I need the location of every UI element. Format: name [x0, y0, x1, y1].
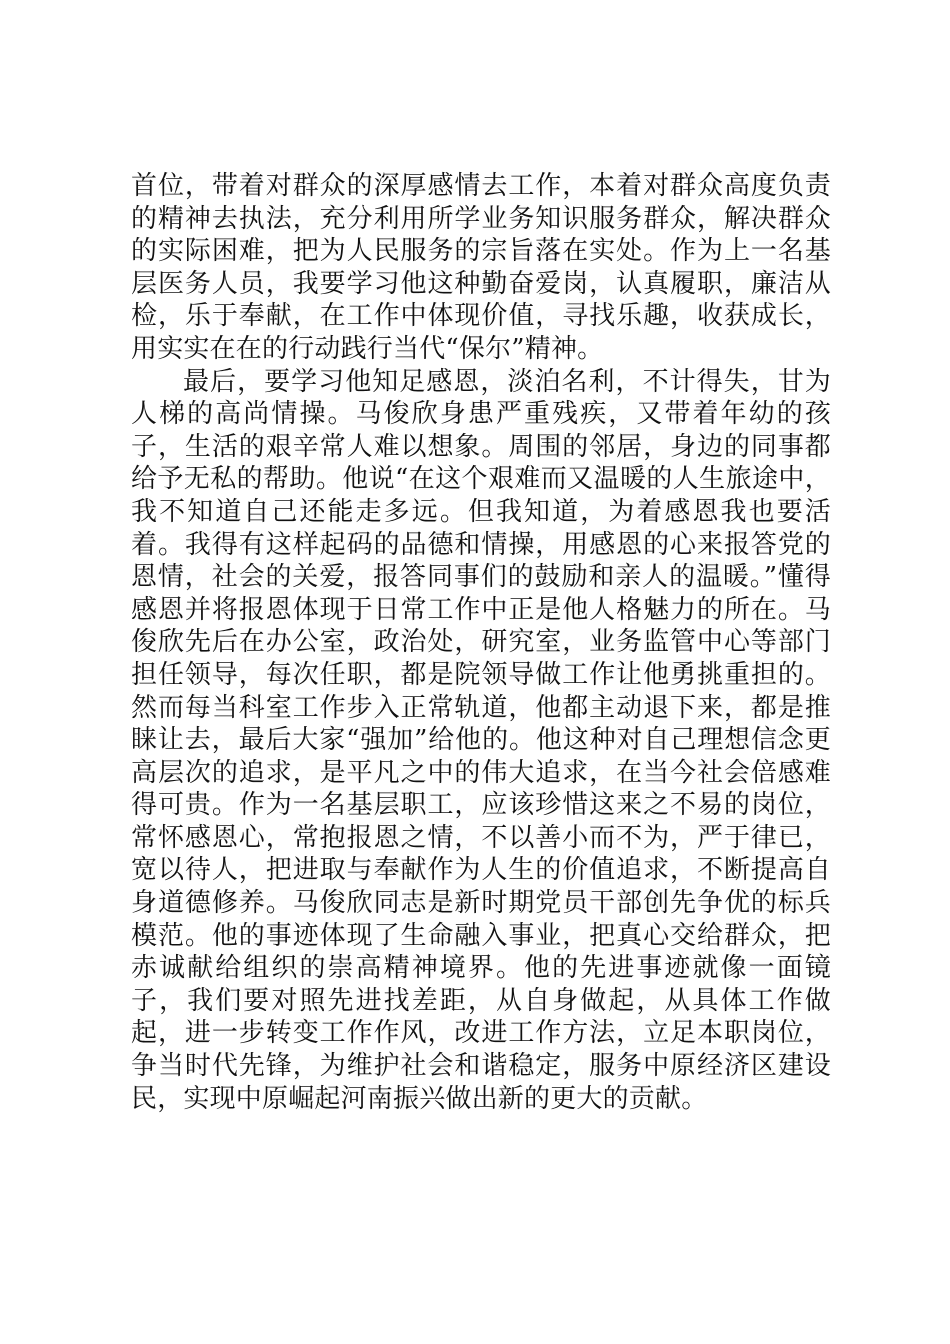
- document-body: [131, 170, 831, 1115]
- paragraph-continuation: 首位，带着对群众的深厚感情去工作，本着对群众高度负责的精神去执法，充分利用所学业务知识服务群众，解决群众的实际困难，把为人民服务的宗旨落在实处。作为上一名基层医务人员，我要学习他这种勤奋爱岗，认真履职，廉洁从检，乐于奉献，在工作中体现价值，寻找乐趣，收获成长，用实实在在的行动践行当代“保尔”精神。: [131, 171, 831, 364]
- paragraph-conclusion: 最后，要学习他知足感恩，淡泊名利，不计得失，甘为人梯的高尚情操。马俊欣身患严重残疾，又带着年幼的孩子，生活的艰辛常人难以想象。周围的邻居，身边的同事都给予无私的帮助。他说“在这个艰难而又温暖的人生旅途中，我不知道自己还能走多远。但我知道，为着感恩我也要活着。我得有这样起码的品德和情操，用感恩的心来报答党的恩情，社会的关爱，报答同事们的鼓励和亲人的温暖。”懂得感恩并将报恩体现于日常工作中正是他人格魅力的所在。马俊欣先后在办公室，政治处，研究室，业务监管中心等部门担任领导，每次任职，都是院领导做工作让他勇挑重担的。然而每当科室工作步入正常轨道，他都主动退下来，都是推睐让去，最后大家“强加”给他的。他这种对自己理想信念更高层次的追求，是平凡之中的伟大追求，在当今社会倍感难得可贵。作为一名基层职工，应该珍惜这来之不易的岗位，常怀感恩心，常抱报恩之情，不以善小而不为，严于律已，宽以待人，把进取与奉献作为人生的价值追求，不断提高自身道德修养。马俊欣同志是新时期党员干部创先争优的标兵模范。他的事迹体现了生命融入事业，把真心交给群众，把赤诚献给组织的崇高精神境界。他的先进事迹就像一面镜子，我们要对照先进找差距，从自身做起，从具体工作做起，进一步转变工作作风，改进工作方法，立足本职岗位，争当时代先锋，为维护社会和谐稳定，服务中原经济区建设民，实现中原崛起河南振兴做出新的更大的贡献。: [131, 366, 831, 1114]
